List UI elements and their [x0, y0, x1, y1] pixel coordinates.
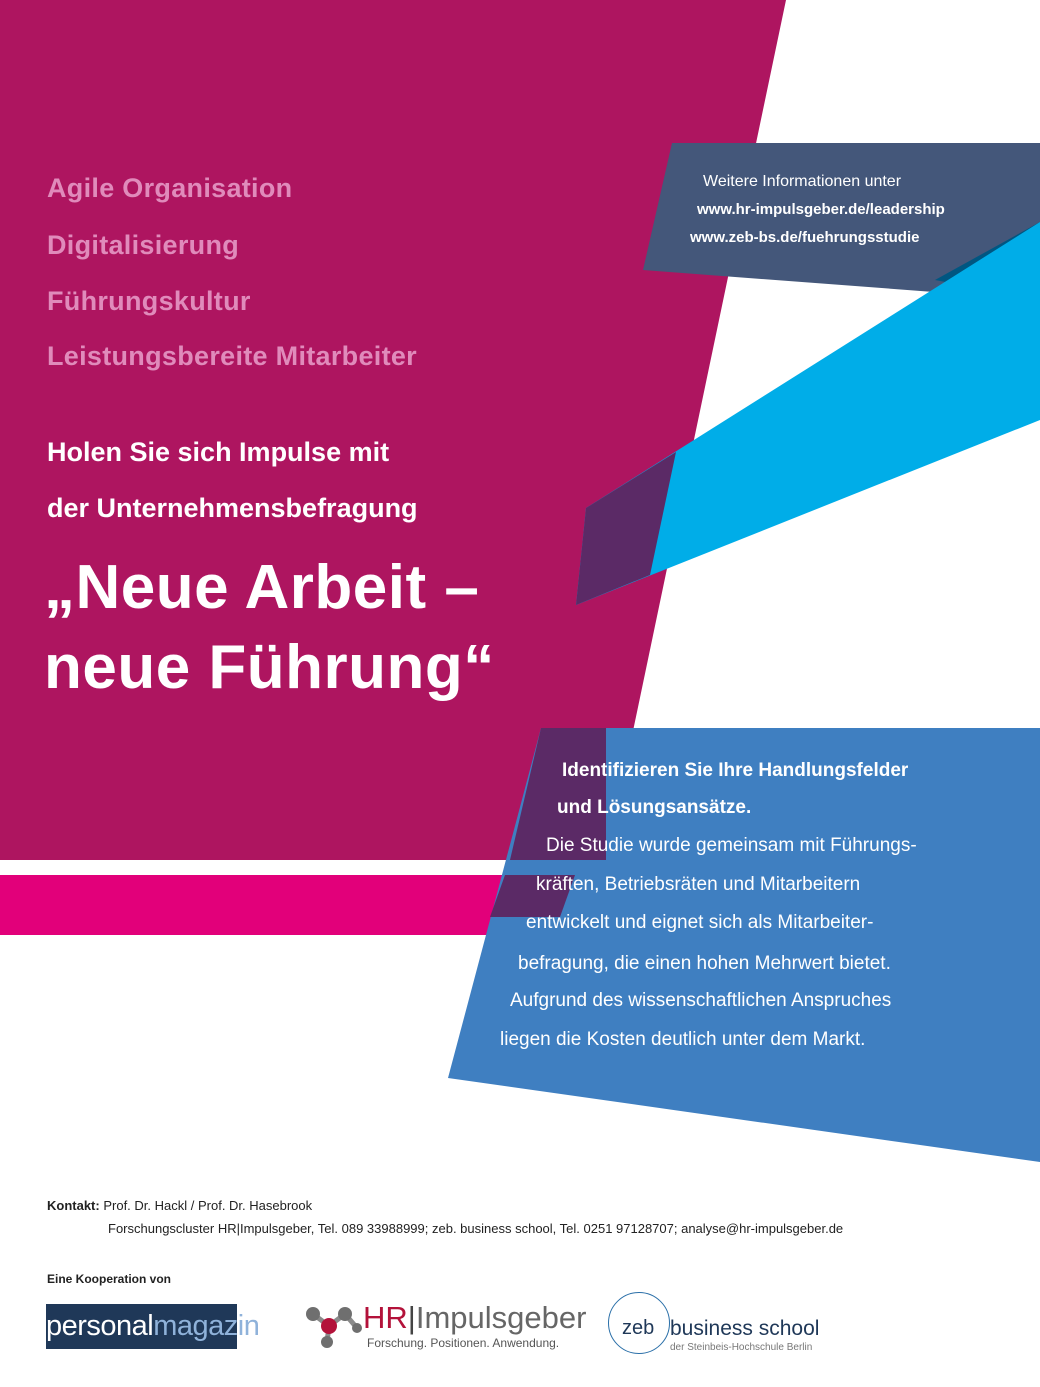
- study-heading-2: und Lösungsansätze.: [557, 797, 752, 818]
- zeb-sub: der Steinbeis-Hochschule Berlin: [670, 1342, 813, 1353]
- topic-digital: Digitalisierung: [47, 230, 240, 260]
- hr-wordmark: HR|Impulsgeber: [363, 1300, 587, 1335]
- logo-text-b: magazin: [153, 1310, 260, 1342]
- hr-tagline: Forschung. Positionen. Anwendung.: [367, 1336, 560, 1350]
- zeb-text: zeb: [622, 1317, 655, 1339]
- logo-text-a: personal: [46, 1310, 154, 1342]
- contact-names: Prof. Dr. Hackl / Prof. Dr. Hasebrook: [103, 1198, 313, 1213]
- info-link-zeb[interactable]: www.zeb-bs.de/fuehrungsstudie: [690, 229, 920, 246]
- topic-agile: Agile Organisation: [47, 173, 293, 203]
- molecule-icon: [305, 1304, 363, 1350]
- contact-details: Forschungscluster HR|Impulsgeber, Tel. 089 33988999; zeb. business school, Tel. 0251 97128707; analyse@hr-impulsgeber.de: [108, 1221, 844, 1236]
- study-line: Aufgrund des wissenschaftlichen Anspruches: [510, 990, 892, 1011]
- hr-text: HR: [363, 1300, 408, 1335]
- hr-impulsgeber-logo[interactable]: [305, 1300, 587, 1354]
- title-line-1: „Neue Arbeit –: [44, 553, 480, 622]
- study-line: liegen die Kosten deutlich unter dem Markt.: [500, 1029, 866, 1050]
- info-link-hr-impulsgeber[interactable]: www.hr-impulsgeber.de/leadership: [697, 201, 945, 218]
- topic-leadership-culture: Führungskultur: [47, 286, 251, 316]
- contact-line: [47, 1198, 312, 1213]
- topic-employees: Leistungsbereite Mitarbeiter: [47, 341, 417, 371]
- contact-label: Kontakt:: [47, 1198, 100, 1213]
- impulsgeber-text: Impulsgeber: [415, 1300, 587, 1335]
- study-heading-1: Identifizieren Sie Ihre Handlungsfelder: [562, 760, 909, 781]
- study-line: entwickelt und eignet sich als Mitarbeiter-: [526, 912, 874, 933]
- title-line-2: neue Führung“: [44, 633, 495, 702]
- headline-line-1: Holen Sie sich Impulse mit: [47, 437, 390, 467]
- personalmagazin-logo[interactable]: [46, 1304, 260, 1349]
- cooperation-label: Eine Kooperation von: [47, 1272, 172, 1286]
- study-line: kräften, Betriebsräten und Mitarbeitern: [536, 874, 861, 895]
- info-intro: Weitere Informationen unter: [703, 173, 902, 190]
- zeb-name: business school: [670, 1317, 820, 1340]
- headline-line-2: der Unternehmensbefragung: [47, 493, 418, 523]
- study-line: befragung, die einen hohen Mehrwert bietet.: [518, 953, 891, 974]
- zeb-logo[interactable]: [608, 1290, 838, 1355]
- study-line: Die Studie wurde gemeinsam mit Führungs-: [546, 835, 917, 856]
